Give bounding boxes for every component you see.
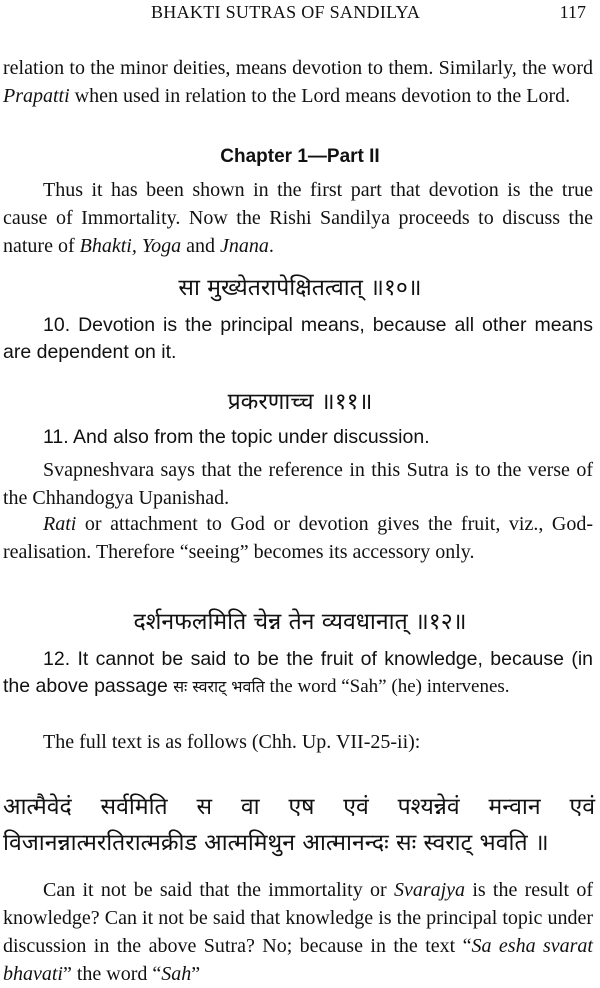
- paragraph-6-italic-3: Sah: [161, 963, 192, 985]
- paragraph-6: [3, 876, 593, 988]
- sutra-12: दर्शनफलमिति चेन्न तेन व्यवधानात् ॥१२॥: [133, 609, 467, 635]
- shloka: आत्मैवेदं सर्वमिति स वा एष एवं पश्यन्नेवं मन्वान एवं विजानन्नात्मरतिरात्मक्रीड आत्ममिथुन आत्मानन्दः सः स्वराट् भवति ॥: [3, 794, 595, 856]
- paragraph-1-italic: Prapatti: [3, 85, 70, 107]
- translation-12-devanagari: सः स्वराट् भवति: [173, 677, 265, 696]
- translation-12-text-after: the word “Sah” (he) intervenes.: [264, 676, 510, 697]
- paragraph-6-text-3: ” the word “: [63, 963, 162, 985]
- paragraph-1-text: relation to the minor deities, means devotion to them. Similarly, the word: [3, 57, 593, 79]
- paragraph-3: Svapneshvara says that the reference in this Sutra is to the verse of the Chhandogya Upanishad.: [3, 459, 593, 509]
- paragraph-1: [3, 54, 593, 110]
- paragraph-2-end: .: [268, 235, 274, 257]
- paragraph-6-italic-1: Svarajya: [393, 879, 466, 901]
- sutra-11: प्रकरणाच्च ॥११॥: [227, 389, 373, 415]
- paragraph-4-italic: Rati: [43, 513, 77, 535]
- page-number: 117: [559, 2, 586, 22]
- translation-11: 11. And also from the topic under discussion.: [43, 426, 430, 448]
- paragraph-6-text-2: is the result of knowledge? Can it not be said that knowledge is the principal topic under discussion in the above Sutra? No; because in the text “: [3, 879, 594, 957]
- paragraph-1-text-after: when used in relation to the Lord means devotion to the Lord.: [69, 85, 571, 107]
- running-header: BHAKTI SUTRAS OF SANDILYA: [151, 2, 421, 22]
- translation-12: [3, 646, 593, 701]
- sutra-10: सा मुख्येतरापेक्षितत्वात् ॥१०॥: [178, 275, 422, 301]
- translation-12-text: 12. It cannot be said to be the fruit of knowledge, because (in the above passage: [3, 648, 593, 697]
- paragraph-6-italic-2: Sa esha svarat bhavati: [3, 935, 593, 985]
- translation-10: 10. Devotion is the principal means, because all other means are dependent on it.: [3, 314, 593, 363]
- chapter-heading: Chapter 1—Part II: [220, 146, 380, 167]
- paragraph-6-text-4: ”: [191, 963, 201, 985]
- paragraph-2-text: Thus it has been shown in the first part that devotion is the true cause of Immortality. Now the Rishi Sandilya proceeds to discuss the nature of: [3, 179, 593, 257]
- paragraph-6-text-1: Can it not be said that the immortality or: [43, 879, 394, 901]
- paragraph-5: The full text is as follows (Chh. Up. VII-25-ii):: [43, 731, 421, 753]
- paragraph-2: [3, 176, 593, 260]
- paragraph-4: [3, 510, 593, 566]
- paragraph-4-text: or attachment to God or devotion gives the fruit, viz., God-realisation. Therefore “seeing” becomes its accessory only.: [3, 513, 593, 563]
- paragraph-2-italic-1: Bhakti, Yoga: [79, 235, 182, 257]
- paragraph-2-mid: and: [181, 235, 221, 257]
- paragraph-2-italic-2: Jnana: [220, 235, 269, 257]
